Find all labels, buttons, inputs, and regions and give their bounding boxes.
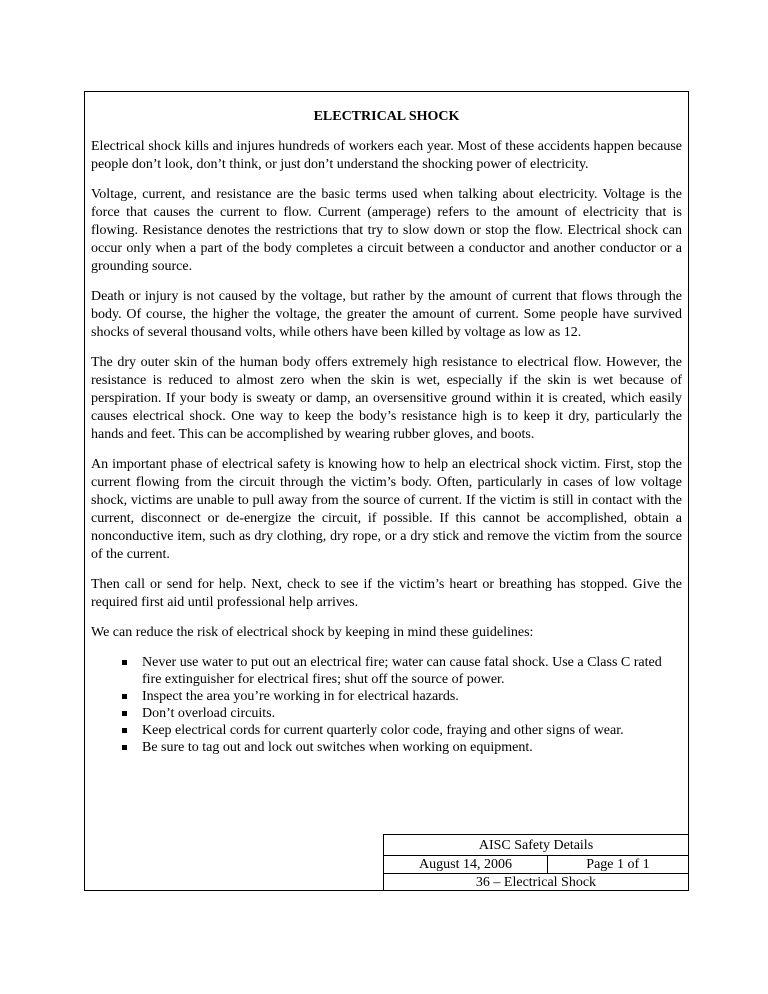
square-bullet-icon bbox=[122, 694, 127, 699]
paragraph-terms: Voltage, current, and resistance are the basic terms used when talking about electricity. Voltage is the force that causes the current to flow. Current (amperage) refers to the amount of electricity that is flowing. Resistance denotes the restrictions that try to slow down or stop the flow. Electrical shock can occur only when a part of the body completes a circuit between a conductor and another conductor or a grounding source. bbox=[91, 187, 682, 274]
footer-date: August 14, 2006 bbox=[384, 856, 548, 874]
square-bullet-icon bbox=[122, 711, 127, 716]
list-item bbox=[142, 688, 682, 705]
square-bullet-icon bbox=[122, 728, 127, 733]
paragraph-skin-resistance: The dry outer skin of the human body offers extremely high resistance to electrical flow. However, the resistance is reduced to almost zero when the skin is wet, especially if the skin is wet because of perspiration. If your body is sweaty or damp, an oversensitive ground within it is created, which easily causes electrical shock. One way to keep the body’s resistance high is to keep it dry, particularly the hands and feet. This can be accomplished by wearing rubber gloves, and boots. bbox=[91, 355, 682, 442]
document-title: ELECTRICAL SHOCK bbox=[313, 109, 460, 124]
footer-date-page-row bbox=[384, 856, 688, 874]
footer-info-box bbox=[383, 834, 689, 891]
list-item-text: Never use water to put out an electrical fire; water can cause fatal shock. Use a Class C rated fire extinguisher for electrical fires; shut off the source of power. bbox=[142, 655, 662, 687]
paragraph-current: Death or injury is not caused by the voltage, but rather by the amount of current that flows through the body. Of course, the higher the voltage, the greater the amount of current. Some people have survived shocks of several thousand volts, while others have been killed by voltage as low as 12. bbox=[91, 289, 682, 340]
paragraph-intro: Electrical shock kills and injures hundreds of workers each year. Most of these accidents happen because people don’t look, don’t think, or just don’t understand the shocking power of electricity. bbox=[91, 139, 682, 172]
paragraph-victim-help: An important phase of electrical safety is knowing how to help an electrical shock victim. First, stop the current flowing from the circuit through the victim’s body. Often, particularly in cases of low voltage shock, victims are unable to pull away from the source of current. If the victim is still in contact with the current, disconnect or de-energize the circuit, if possible. If this cannot be accomplished, obtain a nonconductive item, such as dry clothing, dry rope, or a dry stick and remove the victim from the source of the current. bbox=[91, 457, 682, 562]
footer-page-number: Page 1 of 1 bbox=[586, 857, 650, 872]
list-item bbox=[142, 654, 682, 688]
footer-topic: 36 – Electrical Shock bbox=[475, 875, 597, 890]
guidelines-list bbox=[91, 654, 682, 756]
paragraph-guidelines-intro: We can reduce the risk of electrical shock by keeping in mind these guidelines: bbox=[91, 625, 534, 640]
list-item-text: Be sure to tag out and lock out switches when working on equipment. bbox=[142, 740, 533, 755]
list-item-text: Keep electrical cords for current quarterly color code, fraying and other signs of wear. bbox=[142, 723, 624, 738]
square-bullet-icon bbox=[122, 660, 127, 665]
list-item bbox=[142, 722, 682, 739]
list-item bbox=[142, 739, 682, 756]
square-bullet-icon bbox=[122, 745, 127, 750]
document-body bbox=[91, 108, 682, 756]
paragraph-first-aid: Then call or send for help. Next, check to see if the victim’s heart or breathing has stopped. Give the required first aid until professional help arrives. bbox=[91, 577, 682, 610]
list-item-text: Don’t overload circuits. bbox=[142, 706, 276, 721]
list-item bbox=[142, 705, 682, 722]
page-frame bbox=[84, 91, 689, 891]
footer-series: AISC Safety Details bbox=[384, 835, 688, 856]
list-item-text: Inspect the area you’re working in for electrical hazards. bbox=[142, 689, 459, 704]
